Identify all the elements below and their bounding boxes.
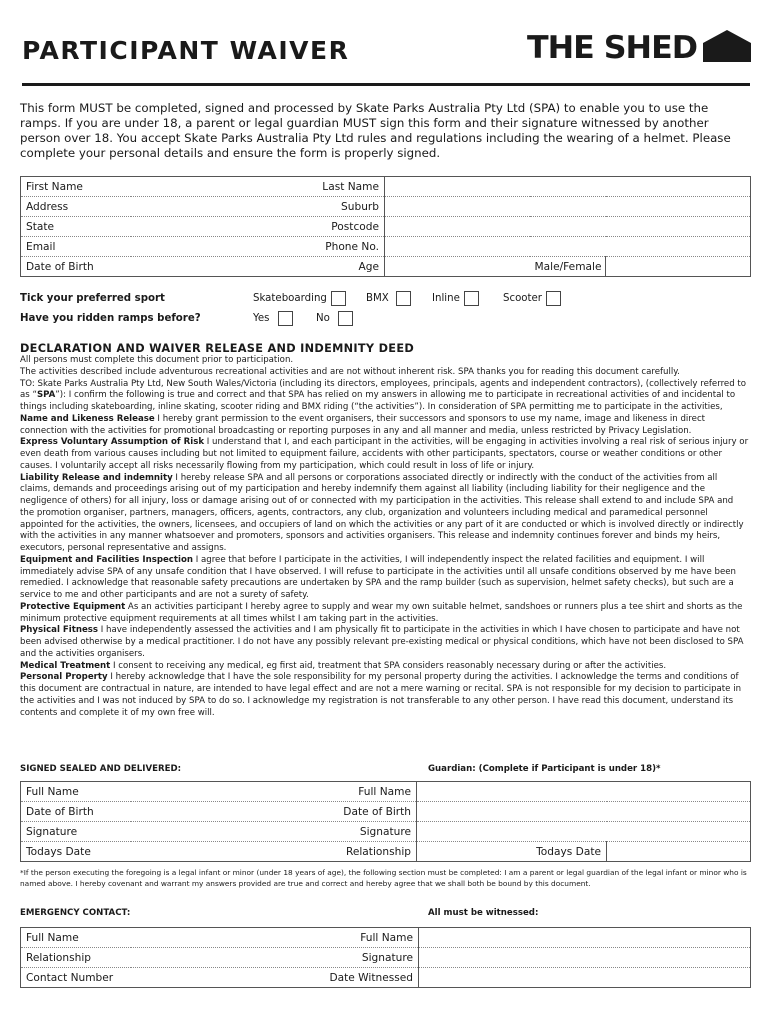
sport-option-label: Inline: [432, 293, 460, 304]
declaration-title: DECLARATION AND WAIVER RELEASE AND INDEMNITY DEED: [20, 342, 415, 355]
gender-field[interactable]: [606, 257, 751, 277]
dob-label: Date of Birth: [21, 802, 131, 822]
emergency-full-name-label: Full Name: [26, 931, 79, 944]
sport-option-label: Scooter: [503, 293, 542, 304]
date-witnessed-field[interactable]: [419, 968, 751, 988]
witness-signature-label: Signature: [131, 948, 419, 968]
phone-field[interactable]: [385, 237, 751, 257]
guardian-footnote: *If the person executing the foregoing is a legal infant or minor (under 18 years of age), the following section must be completed: I am a parent or legal guardian of the legal infant or minor who is named above. I hereby covenant and warrant my answers provided are true and correct and hereby agree that we shall both be bound by this document.: [20, 868, 747, 888]
guardian-signature-field[interactable]: [417, 822, 751, 842]
no-checkbox[interactable]: [338, 311, 353, 326]
suburb-field[interactable]: [385, 197, 751, 217]
personal-details-table: [20, 176, 751, 277]
guardian-todays-date-field[interactable]: [607, 842, 751, 862]
last-name-field[interactable]: [385, 177, 751, 197]
header-rule: [22, 83, 750, 86]
phone-label: Phone No.: [131, 237, 385, 257]
guardian-signature-label: Signature: [131, 822, 417, 842]
yes-checkbox[interactable]: [278, 311, 293, 326]
emergency-heading: EMERGENCY CONTACT:: [20, 908, 131, 918]
declaration-clause: Protective Equipment As an activities participant I hereby agree to supply and wear my own suitable helmet, sandshoes or runners plus a tee shirt and shorts as the minimum protective equipment requirements at all times whilst I am taking part in the activities.: [20, 601, 743, 624]
last-name-label: Last Name: [131, 177, 385, 197]
todays-date-label: Todays Date: [21, 842, 131, 862]
suburb-label: Suburb: [131, 197, 385, 217]
the-shed-logo: [527, 29, 751, 63]
address-label: Address: [21, 197, 131, 217]
scooter-checkbox[interactable]: [546, 291, 561, 306]
declaration-paragraph: TO: Skate Parks Australia Pty Ltd, New South Wales/Victoria (including its directors, employees, principals, agents and independent contractors), (collectively referred to as “SPA”): I confirm the following is true and correct and that SPA has relied on my answers in allowing me to participate in recreational activities of and incidental to things including skateboarding, inline skating, scooter riding and BMX riding (“the activities”). In consideration of SPA permitting me to participate in the activities,: [20, 378, 747, 412]
gender-label: Male/Female: [530, 257, 606, 277]
date-witnessed-label: Date Witnessed: [131, 968, 419, 988]
declaration-clause: Personal Property I hereby acknowledge that I have the sole responsibility for my personal property during the activities. I acknowledge the terms and conditions of this document are contractual in nature, are intended to have legal effect and are not a mere warning or recital. SPA is not responsible for my decision to participate in the activities and I was not induced by SPA to do so. I acknowledge my registration is not transferable to any other person. I have read this document, understand its contents and complete it of my own free will.: [20, 672, 742, 718]
bmx-checkbox[interactable]: [396, 291, 411, 306]
declaration-clause: Equipment and Facilities Inspection I agree that before I participate in the activities, I will independently inspect the related facilities and equipment. I will immediately advise SPA of any unsafe condition that I have observed. I will refuse to participate in the activities until all unsafe conditions observed by me have been remedied. I acknowledge that reasonable safety precautions are undertaken by SPA and the ramp builder (such as supervision, helmet safety checks), but such are a service to me and other participants and are not a surety of safety.: [20, 554, 736, 600]
witness-heading: All must be witnessed:: [428, 908, 539, 918]
inline-checkbox[interactable]: [464, 291, 479, 306]
sport-question: Tick your preferred sport: [20, 293, 165, 304]
witness-full-name-label: Full Name: [131, 928, 419, 948]
ramps-option-label: Yes: [253, 313, 270, 324]
ramps-option-label: No: [316, 313, 330, 324]
guardian-todays-date-label: Todays Date: [417, 842, 607, 862]
svg-text:THE SHED: THE SHED: [527, 30, 698, 63]
witness-signature-field[interactable]: [419, 948, 751, 968]
postcode-label: Postcode: [131, 217, 385, 237]
emergency-contact-number-label: Contact Number: [21, 968, 131, 988]
dob-label: Date of Birth: [21, 257, 131, 277]
declaration-paragraph: The activities described include adventurous recreational activities and are not without inherent risk. SPA thanks you for reading this document carefully.: [20, 366, 680, 377]
intro-text: This form MUST be completed, signed and processed by Skate Parks Australia Pty Ltd (SPA) to enable you to use the ramps. If you are under 18, a parent or legal guardian MUST sign this form and their signature witnessed by another person over 18. You accept Skate Parks Australia Pty Ltd rules and regulations including the wearing of a helmet. Please complete your personal details and ensure the form is properly signed.: [20, 101, 731, 160]
witness-full-name-field[interactable]: [419, 928, 751, 948]
declaration-clause: Physical Fitness I have independently assessed the activities and I am physically fit to participate in the activities in which I have chosen to participate and have not been advised otherwise by a medical practitioner. I do not have any possibly relevant pre-existing medical or physical conditions, which have not been disclosed to SPA and the activities organisers.: [20, 625, 744, 659]
guardian-dob-label: Date of Birth: [131, 802, 417, 822]
guardian-full-name-field[interactable]: [417, 782, 751, 802]
skateboarding-checkbox[interactable]: [331, 291, 346, 306]
page-title: PARTICIPANT WAIVER: [22, 36, 350, 65]
ramps-row: [20, 312, 760, 328]
emergency-relationship-label: Relationship: [21, 948, 131, 968]
signature-label: Signature: [21, 822, 131, 842]
state-label: State: [21, 217, 131, 237]
sport-row: [20, 292, 760, 308]
ramps-question: Have you ridden ramps before?: [20, 313, 201, 324]
age-field[interactable]: [385, 257, 530, 277]
declaration-body: [20, 355, 750, 719]
first-name-label: First Name: [26, 180, 83, 193]
emergency-table: [20, 927, 751, 988]
declaration-paragraph: All persons must complete this document prior to participation.: [20, 355, 294, 365]
signature-table: [20, 781, 751, 862]
declaration-clause: Express Voluntary Assumption of Risk I understand that I, and each participant in the activities, will be engaging in activities involving a real risk of serious injury or even death from various causes including but not limited to equipment failure, accidents with other participants, spectators, course or weather conditions or other causes. I voluntarily accept all risks necessarily flowing from my participation, which could result in loss of life or injury.: [20, 437, 749, 471]
full-name-label: Full Name: [26, 785, 79, 798]
declaration-clause: Medical Treatment I consent to receiving any medical, eg first aid, treatment that SPA considers reasonably necessary during or after the activities.: [20, 660, 667, 671]
relationship-label: Relationship: [131, 842, 417, 862]
postcode-field[interactable]: [385, 217, 751, 237]
declaration-clause: Liability Release and indemnity I hereby release SPA and all persons or corporations associated directly or indirectly with the conduct of the activities from all claims, demands and proceedings arising out of my participation and hereby indemnify them against all liability (including liability for their negligence and the negligence of others) for all injury, loss or damage arising out of or connected with my participation in the activities. This release shall extend to and include SPA and the promotion organiser, partners, managers, officers, agents, contractors, any club, organization and volunteers including medical and paramedical personnel appointed for the activities, the owners, licensees, and occupiers of land on which the activities or any part of it are conducted or which is involved directly or indirectly with the activities in any manner whatsoever and promoters, sponsors and activities organisers. This release and indemnity continues forever and binds my heirs, executors, personal representative and assigns.: [20, 472, 744, 553]
guardian-dob-field[interactable]: [417, 802, 751, 822]
email-label: Email: [21, 237, 131, 257]
guardian-full-name-label: Full Name: [131, 782, 417, 802]
signed-heading: SIGNED SEALED AND DELIVERED:: [20, 764, 182, 774]
sport-option-label: BMX: [366, 293, 389, 304]
declaration-clause: Name and Likeness Release I hereby grant permission to the event organisers, their successors and sponsors to use my name, image and likeness in direct connection with the activities for promotional broadcasting or reporting purposes in any and all manner and media, unless restricted by Privacy Legislation.: [20, 413, 706, 436]
age-label: Age: [131, 257, 385, 277]
guardian-heading: Guardian: (Complete if Participant is under 18)*: [428, 764, 661, 774]
sport-option-label: Skateboarding: [253, 293, 327, 304]
